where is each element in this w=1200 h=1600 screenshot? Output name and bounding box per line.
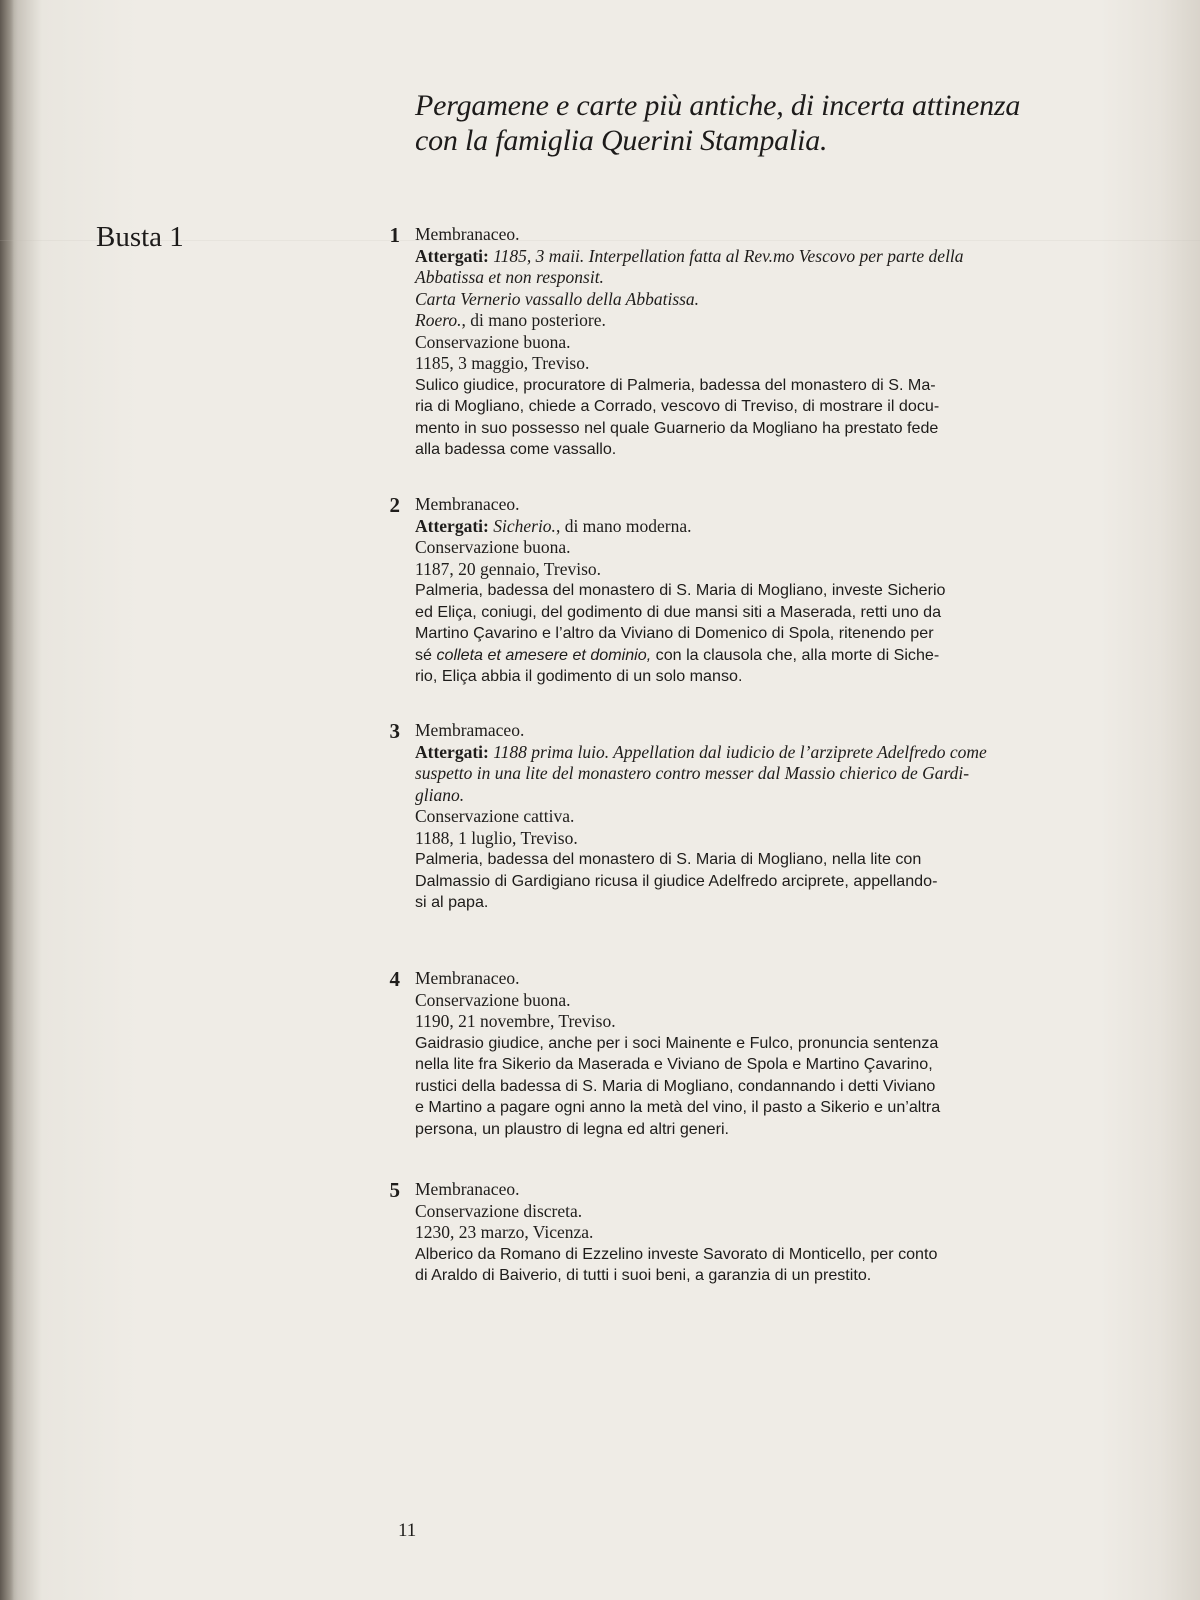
- conservation-line: Conservazione discreta.: [415, 1200, 583, 1221]
- summary-line: di Araldo di Baiverio, di tutti i suoi beni, a garanzia di un prestito.: [415, 1266, 872, 1284]
- attergati-note-italic: Roero.: [415, 310, 462, 330]
- summary-line: nella lite fra Sikerio da Maserada e Viviano de Spola e Martino Çavarino,: [415, 1055, 933, 1073]
- attergati-label: Attergati:: [415, 515, 489, 536]
- conservation-line: Conservazione buona.: [415, 537, 571, 557]
- summary-line: mento in suo possesso nel quale Guarnerio da Mogliano ha prestato fede: [415, 418, 939, 437]
- attergati-continuation: gliano.: [415, 784, 465, 805]
- conservation-line: Conservazione buona.: [415, 331, 571, 352]
- attergati-text: 1188 prima luio. Appellation dal iudicio de l’arziprete Adelfredo come: [493, 741, 987, 762]
- page-number: 11: [398, 1520, 417, 1541]
- summary-line: si al papa.: [415, 893, 489, 911]
- attergati-note-normal: , di mano moderna.: [555, 515, 692, 536]
- material-line: Membranaceo.: [415, 494, 520, 514]
- attergati-continuation: Abbatissa et non responsit.: [415, 267, 604, 287]
- summary-line: Dalmassio di Gardigiano ricusa il giudice Adelfredo arciprete, appellando-: [415, 871, 938, 890]
- binding-shadow: [0, 0, 14, 1600]
- summary-line: Palmeria, badessa del monastero di S. Maria di Mogliano, investe Sicherio: [415, 581, 946, 599]
- section-label: Busta 1: [96, 221, 184, 253]
- material-line: Membramaceo.: [415, 720, 525, 740]
- material-line: Membranaceo.: [415, 968, 520, 988]
- summary-line: rio, Eliça abbia il godimento di un solo manso.: [415, 667, 743, 685]
- attergati-line: [415, 742, 1065, 764]
- summary-line: [415, 645, 1065, 667]
- summary-line: ed Eliça, coniugi, del godimento di due mansi siti a Maserada, retti uno da: [415, 602, 942, 621]
- page-title-line-2: con la famiglia Querini Stampalia.: [415, 124, 828, 157]
- date-place-line: 1185, 3 maggio, Treviso.: [415, 353, 590, 373]
- summary-line: rustici della badessa di S. Maria di Mogliano, condannando i detti Viviano: [415, 1076, 936, 1095]
- summary-line: Sulico giudice, procuratore di Palmeria, badessa del monastero di S. Ma-: [415, 375, 936, 394]
- entry-number: 4: [389, 967, 400, 991]
- summary-line: Gaidrasio giudice, anche per i soci Mainente e Fulco, pronuncia sentenza: [415, 1033, 939, 1052]
- attergati-label: Attergati:: [415, 741, 489, 762]
- attergati-text: 1185, 3 maii. Interpellation fatta al Rev.mo Vescovo per parte della: [493, 245, 964, 266]
- date-place-line: 1190, 21 novembre, Treviso.: [415, 1011, 616, 1031]
- summary-text: sé: [415, 645, 437, 664]
- entry-body: [415, 968, 1065, 1140]
- entry-body: [415, 1179, 1065, 1287]
- material-line: Membranaceo.: [415, 224, 520, 244]
- entry-number: 5: [389, 1178, 400, 1202]
- page-title-line-1: Pergamene e carte più antiche, di incerta attinenza: [415, 89, 1021, 122]
- page-title: [415, 88, 1055, 158]
- summary-line: persona, un plaustro di legna ed altri generi.: [415, 1119, 730, 1138]
- attergati-continuation: Carta Vernerio vassallo della Abbatissa.: [415, 288, 700, 309]
- summary-line: e Martino a pagare ogni anno la metà del vino, il pasto a Sikerio e un’altra: [415, 1098, 941, 1116]
- attergati-text: Sicherio.: [493, 515, 556, 536]
- attergati-line: [415, 516, 1065, 538]
- entry-number: 2: [389, 493, 400, 517]
- date-place-line: 1187, 20 gennaio, Treviso.: [415, 558, 602, 579]
- summary-italic-text: colleta et amesere et dominio,: [436, 645, 652, 664]
- attergati-line: [415, 246, 1065, 268]
- conservation-line: Conservazione cattiva.: [415, 806, 575, 826]
- entry-body: [415, 224, 1065, 461]
- entry-body: [415, 720, 1065, 914]
- entry-number: 1: [389, 223, 400, 247]
- date-place-line: 1188, 1 luglio, Treviso.: [415, 827, 578, 848]
- conservation-line: Conservazione buona.: [415, 989, 571, 1010]
- attergati-label: Attergati:: [415, 245, 489, 266]
- material-line: Membranaceo.: [415, 1179, 520, 1199]
- summary-text: con la clausola che, alla morte di Siche-: [651, 645, 940, 664]
- attergati-note-normal: , di mano posteriore.: [461, 310, 606, 330]
- summary-line: Martino Çavarino e l’altro da Viviano di Domenico di Spola, ritenendo per: [415, 624, 934, 642]
- summary-line: Alberico da Romano di Ezzelino investe Savorato di Monticello, per conto: [415, 1244, 938, 1263]
- entry-number: 3: [389, 719, 400, 743]
- attergati-continuation: suspetto in una lite del monastero contro messer dal Massio chierico de Gardi-: [415, 763, 970, 783]
- summary-line: ria di Mogliano, chiede a Corrado, vescovo di Treviso, di mostrare il docu-: [415, 397, 940, 415]
- summary-line: Palmeria, badessa del monastero di S. Maria di Mogliano, nella lite con: [415, 850, 922, 868]
- entry-body: [415, 494, 1065, 688]
- attergati-note: [415, 310, 1065, 332]
- date-place-line: 1230, 23 marzo, Vicenza.: [415, 1222, 594, 1242]
- summary-line: alla badessa come vassallo.: [415, 440, 617, 458]
